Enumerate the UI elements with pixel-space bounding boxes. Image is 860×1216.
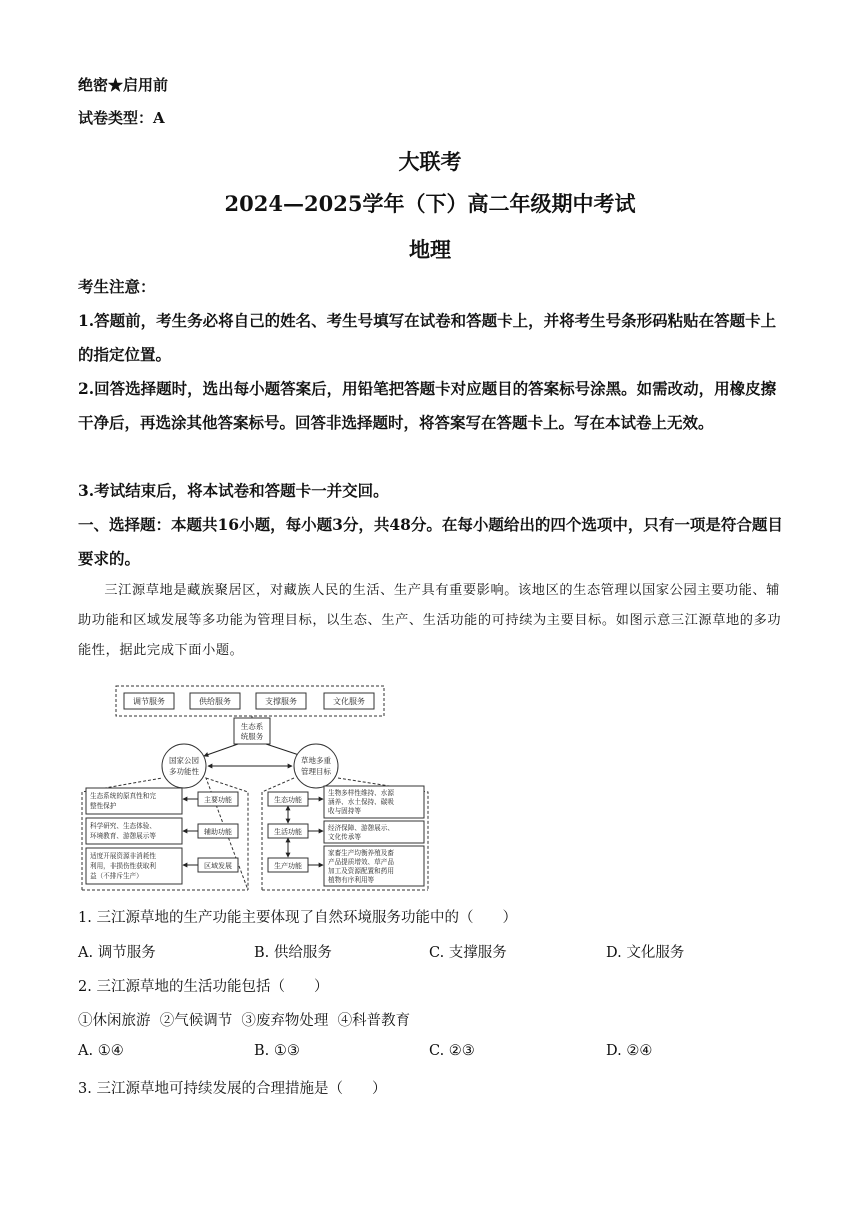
question-2-option-b[interactable]: B. ①③: [254, 1043, 300, 1059]
question-1-option-d[interactable]: D. 文化服务: [606, 945, 685, 961]
right-box-1-line-3: 收与固持等: [328, 807, 361, 815]
service-cultural: 文化服务: [333, 697, 365, 706]
left-box-1-line-1: 生态系统的原真性和完: [90, 792, 156, 800]
ecological-function-label: 生态功能: [274, 796, 302, 804]
question-1-option-a[interactable]: A. 调节服务: [78, 945, 156, 961]
question-2-option-c[interactable]: C. ②③: [429, 1043, 475, 1059]
reading-passage: 三江源草地是藏族聚居区，对藏族人民的生活、生产具有重要影响。该地区的生态管理以国家公园主要功能、辅助功能和区域发展等多功能为管理目标，以生态、生产、生活功能的可持续为主要目标。如图示意三江源草地的多功能性，据此完成下面小题。: [78, 583, 782, 658]
left-box-3-line-1: 适度开展资源非消耗性: [90, 852, 156, 860]
production-function-label: 生产功能: [274, 862, 302, 870]
service-provisioning: 供给服务: [199, 697, 231, 706]
subject-title: 地理: [409, 237, 451, 262]
right-box-1-line-1: 生物多样性维持、水源: [328, 789, 394, 797]
ecosystem-services-label-2: 统服务: [240, 732, 264, 741]
national-park-label-1: 国家公园: [169, 756, 199, 765]
question-2-items: ①休闲旅游 ②气候调节 ③废弃物处理 ④科普教育: [78, 1013, 411, 1029]
service-regulating: 调节服务: [133, 697, 165, 706]
right-box-1-line-2: 涵养、水土保持、碳吸: [328, 798, 394, 806]
exam-title: 2024—2025学年（下）高二年级期中考试: [224, 191, 636, 216]
grassland-goal-label-2: 管理目标: [301, 767, 331, 776]
left-box-3-line-2: 利用，非损伤性获取利: [90, 862, 156, 870]
left-box-2-line-1: 科学研究、生态体验、: [90, 822, 156, 830]
living-function-label: 生活功能: [274, 828, 302, 836]
left-box-1-line-2: 整性保护: [90, 802, 117, 810]
question-2-stem: 2. 三江源草地的生活功能包括（ ）: [78, 979, 329, 995]
section-heading: 一、选择题：本题共16小题，每小题3分，共48分。在每小题给出的四个选项中，只有一项是符合题目要求的。: [78, 515, 783, 568]
exam-org-title: 大联考: [398, 149, 462, 174]
auxiliary-function-label: 辅助功能: [204, 828, 232, 836]
paper-type: 试卷类型：A: [78, 109, 165, 127]
right-box-2-line-2: 文化传承等: [328, 833, 361, 841]
question-2-option-d[interactable]: D. ②④: [606, 1043, 653, 1059]
left-box-3-line-3: 益（不排斥生产）: [90, 872, 143, 880]
right-box-2-line-1: 经济保障、游憩展示、: [328, 824, 394, 832]
question-3-stem: 3. 三江源草地可持续发展的合理措施是（ ）: [78, 1081, 387, 1097]
ecosystem-services-label-1: 生态系: [240, 722, 264, 731]
service-supporting: 支撑服务: [265, 697, 297, 706]
left-box-2-line-2: 环境教育、游憩展示等: [90, 832, 156, 840]
right-box-3-line-4: 植物有序利用等: [328, 876, 375, 884]
multifunction-diagram: [80, 682, 432, 894]
notice-item-3: 3.考试结束后，将本试卷和答题卡一并交回。: [78, 481, 389, 500]
question-1-option-c[interactable]: C. 支撑服务: [429, 945, 507, 961]
grassland-goal-label-1: 草地多重: [301, 756, 331, 765]
question-2-option-a[interactable]: A. ①④: [78, 1043, 124, 1059]
notice-item-1: 1.答题前，考生务必将自己的姓名、考生号填写在试卷和答题卡上，并将考生号条形码粘贴在答题卡上的指定位置。: [78, 311, 777, 364]
main-function-label: 主要功能: [204, 796, 232, 804]
question-1-stem: 1. 三江源草地的生产功能主要体现了自然环境服务功能中的（ ）: [78, 910, 517, 926]
notice-heading: 考生注意：: [78, 277, 156, 296]
notice-item-2: 2.回答选择题时，选出每小题答案后，用铅笔把答题卡对应题目的答案标号涂黑。如需改动，用橡皮擦干净后，再选涂其他答案标号。回答非选择题时，将答案写在答题卡上。写在本试卷上无效。: [78, 379, 777, 432]
secret-label: 绝密★启用前: [78, 76, 169, 94]
national-park-label-2: 多功能性: [169, 767, 199, 776]
right-box-3-line-2: 产品提质增效、草产品: [328, 858, 394, 866]
regional-development-label: 区域发展: [204, 862, 232, 870]
question-1-option-b[interactable]: B. 供给服务: [254, 945, 332, 961]
right-box-3-line-1: 家畜生产均衡养殖及畜: [328, 849, 394, 857]
right-box-3-line-3: 加工及资源配置和药用: [328, 867, 394, 875]
